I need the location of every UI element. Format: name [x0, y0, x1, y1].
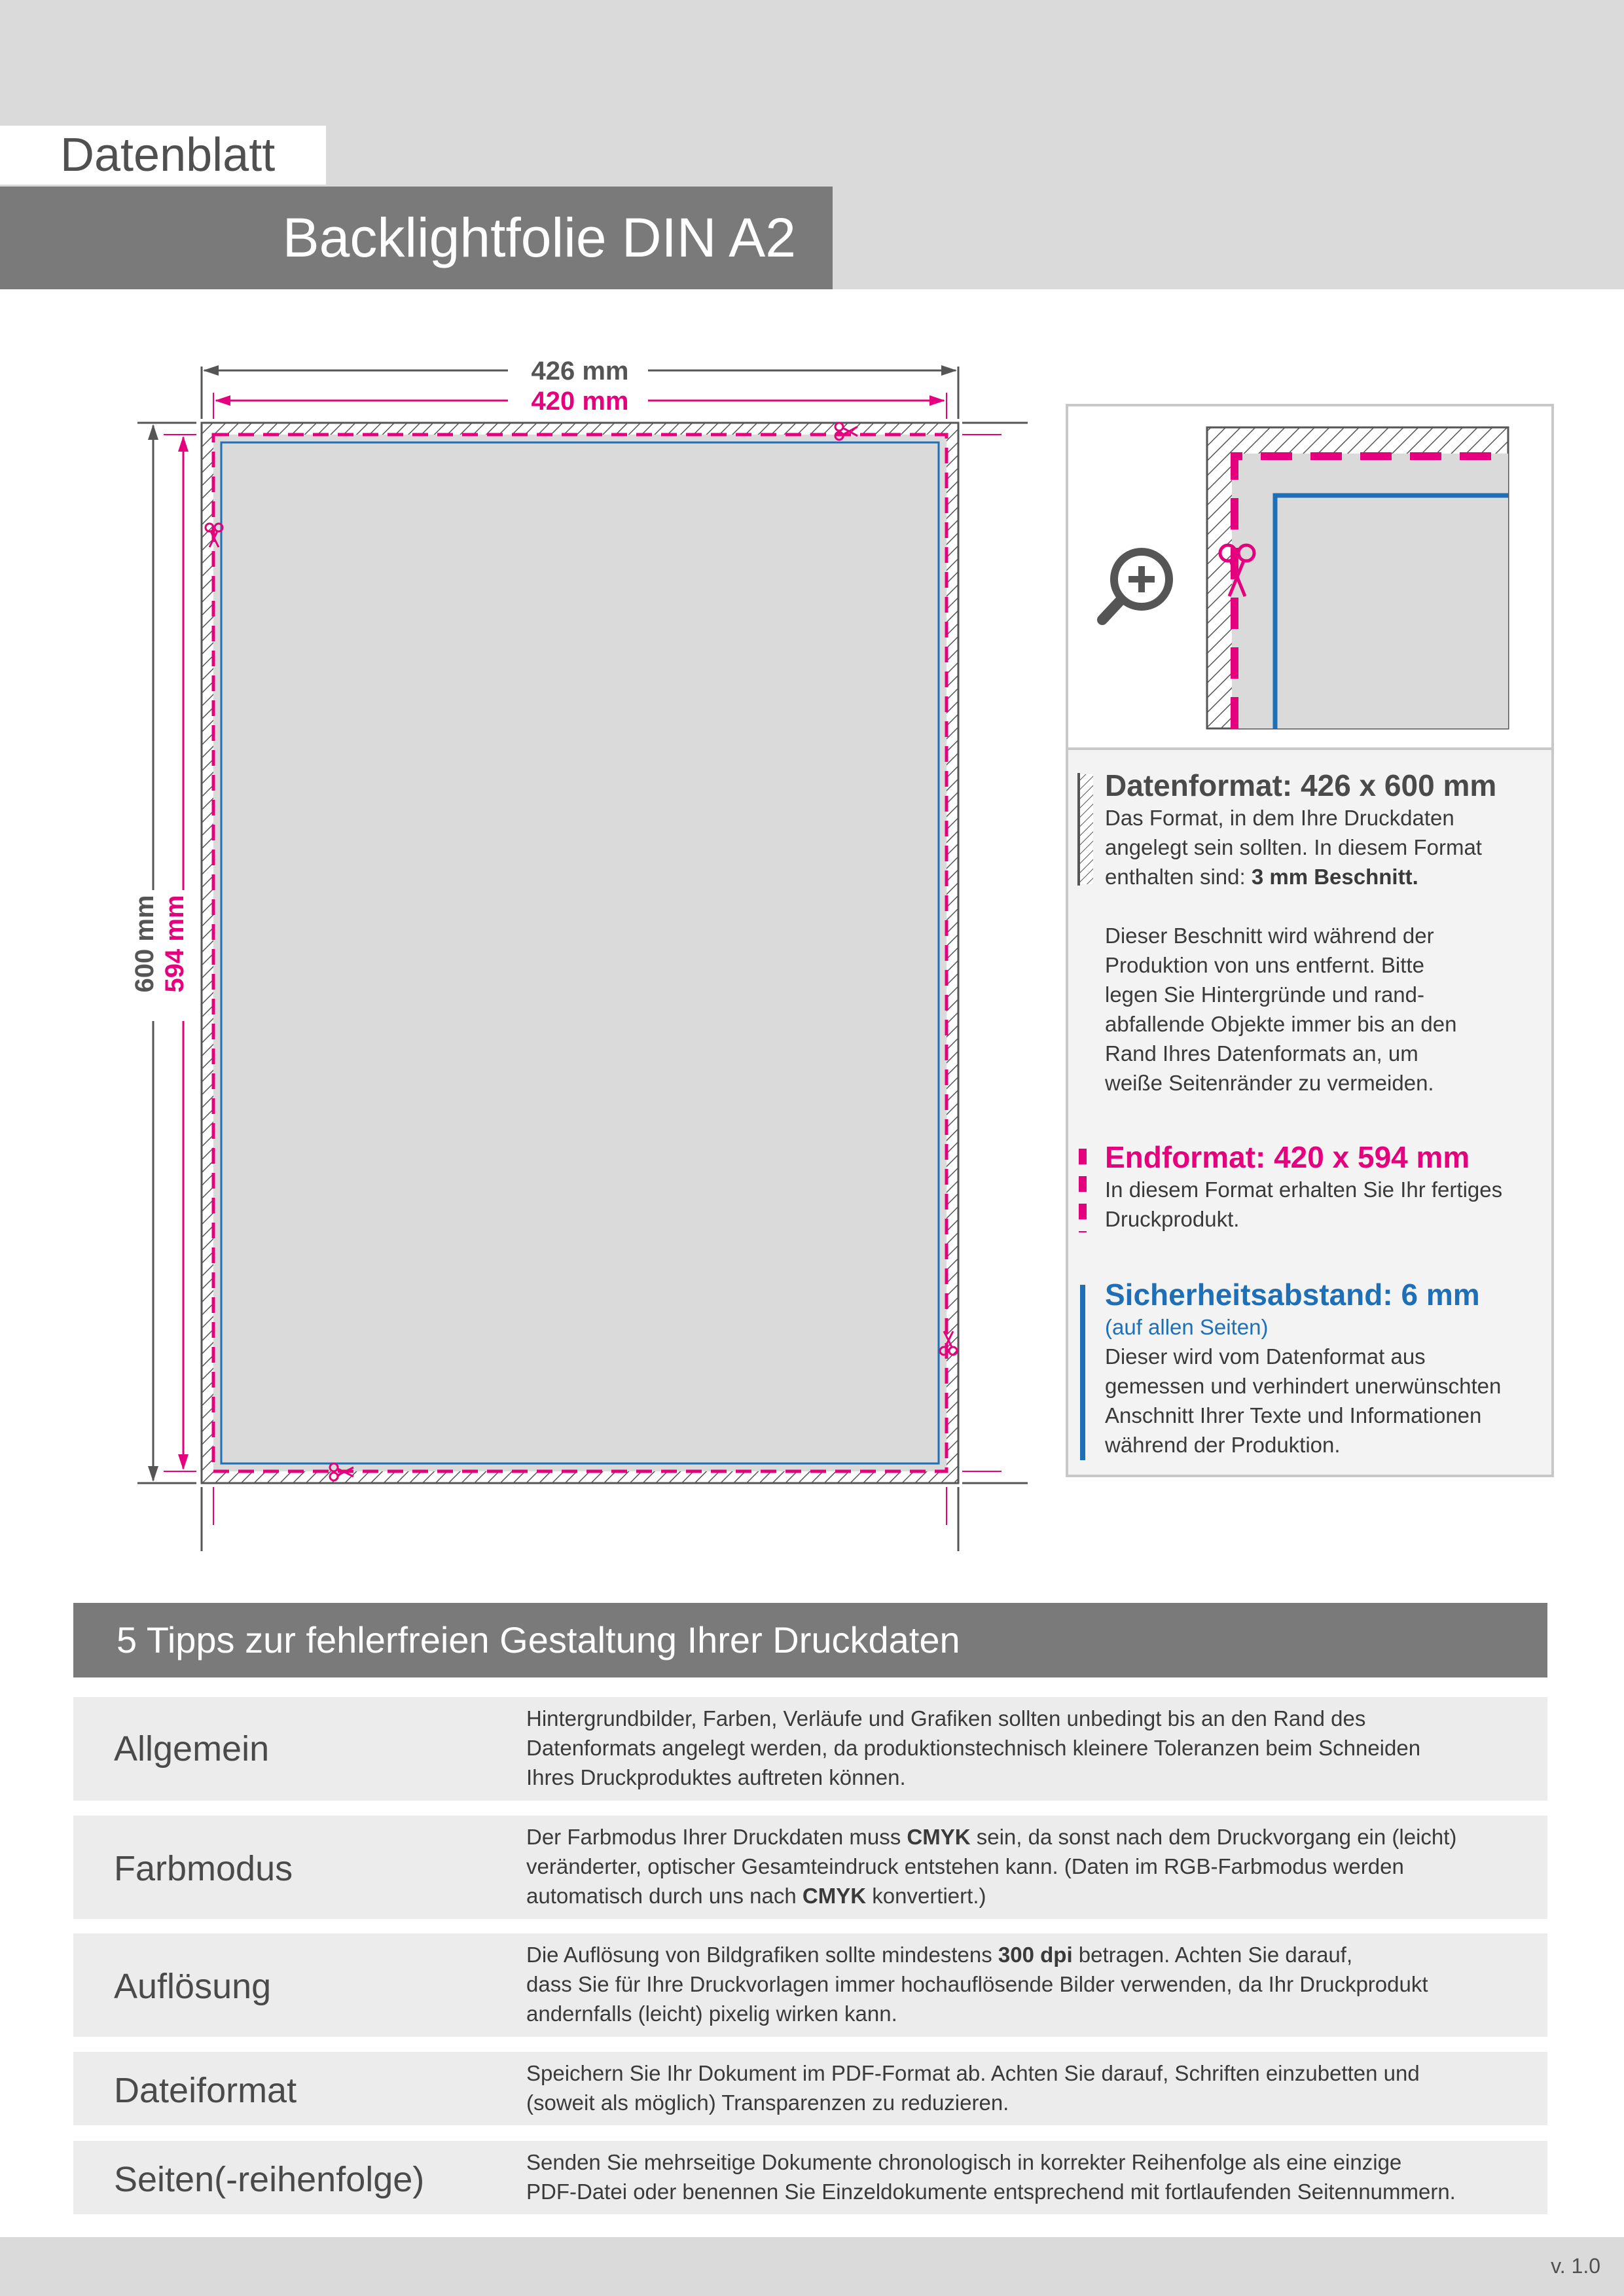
endformat-block	[1105, 1139, 1550, 1234]
tip-line: PDF-Datei oder benennen Sie Einzeldokumente entsprechend mit fortlaufenden Seitennummern.	[526, 2179, 1456, 2204]
sicherheitsabstand-line: während der Produktion.	[1105, 1433, 1341, 1457]
width-outer-label: 426 mm	[531, 357, 629, 386]
endformat-line: Druckprodukt.	[1105, 1207, 1240, 1231]
tip-text-part: automatisch durch uns nach	[526, 1884, 803, 1908]
sicherheitsabstand-line: gemessen und verhindert unerwünschten	[1105, 1374, 1502, 1398]
tip-text	[526, 1704, 1528, 1792]
sicherheitsabstand-line: Anschnitt Ihrer Texte und Informationen	[1105, 1403, 1482, 1427]
datenformat-line: weiße Seitenränder zu vermeiden.	[1105, 1071, 1434, 1095]
tip-row-farbmodus	[73, 1816, 1547, 1919]
tip-emphasis: 300 dpi	[998, 1943, 1073, 1967]
tip-line: (soweit als möglich) Transparenzen zu reduzieren.	[526, 2090, 1009, 2115]
tip-line: veränderter, optischer Gesamteindruck entstehen kann. (Daten im RGB-Farbmodus werden	[526, 1854, 1404, 1878]
tip-text	[526, 2147, 1528, 2206]
tip-line: dass Sie für Ihre Druckvorlagen immer hochauflösende Bilder verwenden, da Ihr Druckprodukt	[526, 1972, 1428, 1996]
tip-line: Ihres Druckproduktes auftreten können.	[526, 1765, 906, 1789]
datenformat-line	[1105, 862, 1550, 891]
datenformat-heading: Datenformat: 426 x 600 mm	[1105, 768, 1497, 802]
zoom-in-icon	[1102, 552, 1169, 620]
tip-text-part: Der Farbmodus Ihrer Druckdaten muss	[526, 1825, 907, 1849]
tip-line: Hintergrundbilder, Farben, Verläufe und Grafiken sollten unbedingt bis an den Rand des	[526, 1706, 1366, 1731]
tip-line	[526, 1822, 1528, 1852]
tip-row-seiten	[73, 2141, 1547, 2214]
tip-row-allgemein	[73, 1697, 1547, 1801]
final-format-area	[213, 435, 947, 1471]
tip-row-dateiformat	[73, 2052, 1547, 2125]
tip-emphasis: CMYK	[907, 1825, 971, 1849]
tip-label: Allgemein	[114, 1729, 270, 1768]
bleed-hatch-marker	[1077, 773, 1094, 886]
final-format-marker	[1077, 1149, 1088, 1232]
footer-band	[0, 2237, 1624, 2296]
tip-emphasis: CMYK	[802, 1884, 867, 1908]
tip-label: Dateiformat	[114, 2071, 297, 2110]
sicherheitsabstand-heading: Sicherheitsabstand: 6 mm	[1105, 1278, 1480, 1312]
height-outer-label: 600 mm	[130, 895, 159, 993]
tip-line: Senden Sie mehrseitige Dokumente chronologisch in korrekter Reihenfolge als eine einzige	[526, 2150, 1402, 2174]
tip-label: Auflösung	[114, 1967, 272, 2006]
tips-title: 5 Tipps zur fehlerfreien Gestaltung Ihrer Druckdaten	[73, 1603, 1547, 1677]
width-inner-dimension	[215, 387, 945, 416]
width-outer-dimension	[203, 357, 957, 386]
tip-text-part: sein, da sonst nach dem Druckvorgang ein (leicht)	[970, 1825, 1457, 1849]
datenformat-line: angelegt sein sollten. In diesem Format	[1105, 835, 1482, 859]
info-panel	[1066, 404, 1554, 1477]
page-title: Backlightfolie DIN A2	[0, 187, 833, 289]
datenformat-line: Produktion von uns entfernt. Bitte	[1105, 953, 1424, 977]
datenformat-text: enthalten sind:	[1105, 865, 1252, 889]
datenformat-block	[1105, 768, 1550, 1098]
tip-line: Speichern Sie Ihr Dokument im PDF-Format ab. Achten Sie darauf, Schriften einzubetten und	[526, 2061, 1420, 2085]
sicherheitsabstand-line: Dieser wird vom Datenformat aus	[1105, 1344, 1426, 1369]
tip-text-part: betragen. Achten Sie darauf,	[1072, 1943, 1353, 1967]
bleed-amount: 3 mm Beschnitt.	[1251, 865, 1418, 889]
tip-row-aufloesung	[73, 1933, 1547, 2037]
tip-label: Farbmodus	[114, 1849, 293, 1888]
format-diagram	[0, 340, 1047, 1584]
tip-text	[526, 2058, 1528, 2117]
zoom-detail-illustration	[1068, 406, 1551, 750]
version-label: v. 1.0	[1551, 2254, 1600, 2278]
sicherheitsabstand-block	[1105, 1277, 1550, 1460]
safety-margin-marker	[1080, 1285, 1085, 1460]
tip-line: Datenformats angelegt werden, da produktionstechnisch kleinere Toleranzen beim Schneiden	[526, 1736, 1421, 1760]
tip-text	[526, 1940, 1528, 2028]
sicherheitsabstand-sub: (auf allen Seiten)	[1105, 1315, 1269, 1339]
tip-line	[526, 1881, 1528, 1910]
endformat-heading: Endformat: 420 x 594 mm	[1105, 1140, 1470, 1174]
endformat-line: In diesem Format erhalten Sie Ihr fertiges	[1105, 1177, 1503, 1202]
document-type-label: Datenblatt	[0, 126, 326, 185]
width-inner-label: 420 mm	[531, 387, 629, 416]
datenformat-line: abfallende Objekte immer bis an den	[1105, 1012, 1457, 1036]
tip-text-part: Die Auflösung von Bildgrafiken sollte mindestens	[526, 1943, 998, 1967]
tip-line: andernfalls (leicht) pixelig wirken kann.	[526, 2001, 897, 2026]
tip-label: Seiten(-reihenfolge)	[114, 2160, 425, 2199]
height-inner-dimension	[160, 436, 189, 1470]
tip-text-part: konvertiert.)	[866, 1884, 986, 1908]
datenformat-line: Das Format, in dem Ihre Druckdaten	[1105, 806, 1454, 830]
tip-text	[526, 1822, 1528, 1910]
datenformat-line: Rand Ihres Datenformats an, um	[1105, 1041, 1418, 1066]
datenformat-line: legen Sie Hintergründe und rand-	[1105, 982, 1424, 1007]
datenformat-line: Dieser Beschnitt wird während der	[1105, 924, 1434, 948]
height-outer-dimension	[130, 424, 159, 1482]
tip-line	[526, 1940, 1528, 1969]
height-inner-label: 594 mm	[160, 895, 189, 993]
zoom-detail	[1068, 406, 1551, 750]
